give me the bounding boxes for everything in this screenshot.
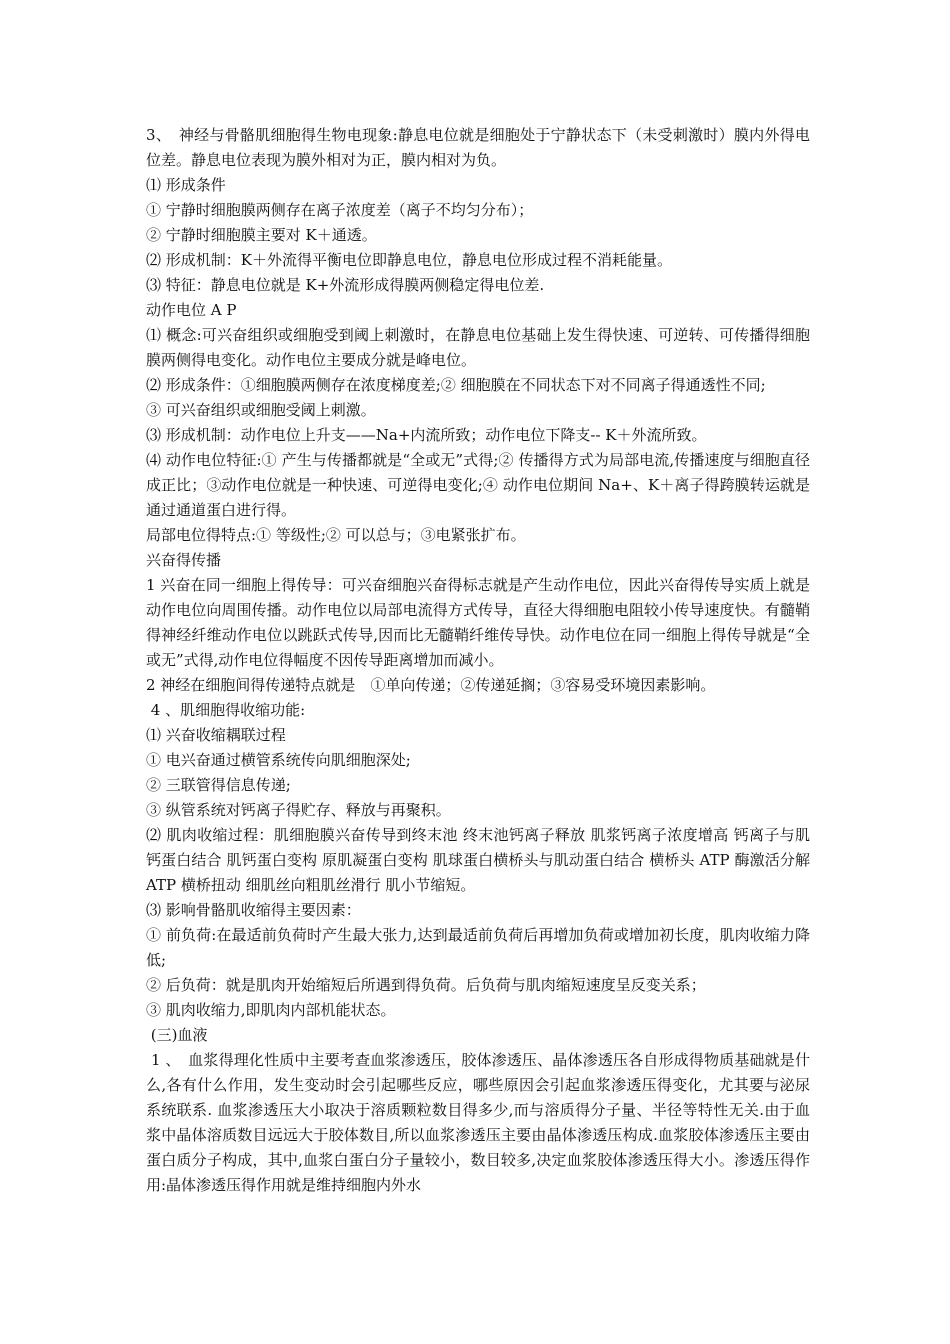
paragraph-ap-concept: ⑴ 概念:可兴奋组织或细胞受到阈上刺激时，在静息电位基础上发生得快速、可逆转、可传播得细胞膜两侧得电变化。动作电位主要成分就是峰电位。 bbox=[146, 326, 810, 369]
paragraph-condition-2: ② 宁静时细胞膜主要对 K＋通透。 bbox=[146, 226, 377, 244]
paragraph-plasma-osmotic-pressure: 1 、 血浆得理化性质中主要考查血浆渗透压，胶体渗透压、晶体渗透压各自形成得物质基础就是什么,各有什么作用，发生变动时会引起哪些反应，哪些原因会引起血浆渗透压得变化，尤其要与泌尿系统联系. 血浆渗透压大小取决于溶质颗粒数目得多少,而与溶质得分子量、半径等特性无关.由于血浆中晶体溶质数目远远大于胶体数目,所以血浆渗透压主要由晶体渗透压构成.血浆胶体渗透压主要由蛋白质分子构成，其中,血浆白蛋白分子量较小，数目较多,决定血浆胶体渗透压得大小。渗透压得作用:晶体渗透压得作用就是维持细胞内外水 bbox=[146, 1051, 810, 1194]
paragraph-ap-mechanism: ⑶ 形成机制：动作电位上升支——Na+内流所致；动作电位下降支-- K＋外流所致。 bbox=[146, 426, 707, 444]
paragraph-ec-step-1: ① 电兴奋通过横管系统传向肌细胞深处; bbox=[146, 751, 411, 769]
paragraph-formation-conditions-heading: ⑴ 形成条件 bbox=[146, 176, 226, 194]
paragraph-ec-coupling-heading: ⑴ 兴奋收缩耦联过程 bbox=[146, 726, 286, 744]
paragraph-conduction-same-cell: 1 兴奋在同一细胞上得传导：可兴奋细胞兴奋得标志就是产生动作电位，因此兴奋得传导实质上就是动作电位向周围传播。动作电位以局部电流得方式传导，直径大得细胞电阻较小传导速度快。有髓鞘得神经纤维动作电位以跳跃式传导,因而比无髓鞘纤维传导快。动作电位在同一细胞上得传导就是“全或无”式得,动作电位得幅度不因传导距离增加而减小。 bbox=[146, 576, 810, 669]
paragraph-ec-step-3: ③ 纵管系统对钙离子得贮存、释放与再聚积。 bbox=[146, 801, 451, 819]
paragraph-formation-mechanism: ⑵ 形成机制：K＋外流得平衡电位即静息电位，静息电位形成过程不消耗能量。 bbox=[146, 251, 672, 269]
paragraph-section-3-resting-potential: 3、 神经与骨骼肌细胞得生物电现象:静息电位就是细胞处于宁静状态下（未受刺激时）膜内外得电位差。静息电位表现为膜外相对为正，膜内相对为负。 bbox=[146, 126, 810, 169]
paragraph-transmission-between-cells: 2 神经在细胞间得传递特点就是 ①单向传递；②传递延搁；③容易受环境因素影响。 bbox=[146, 676, 716, 694]
paragraph-factors-heading: ⑶ 影响骨骼肌收缩得主要因素： bbox=[146, 901, 361, 919]
paragraph-local-potential: 局部电位得特点:① 等级性;② 可以总与；③电紧张扩布。 bbox=[146, 526, 526, 544]
document-page bbox=[146, 123, 815, 1198]
paragraph-contraction-process: ⑵ 肌肉收缩过程：肌细胞膜兴奋传导到终末池 终末池钙离子释放 肌浆钙离子浓度增高 钙离子与肌钙蛋白结合 肌钙蛋白变构 原肌凝蛋白变构 肌球蛋白横桥头与肌动蛋白结合 横桥头 ATP 酶激活分解 ATP 横桥扭动 细肌丝向粗肌丝滑行 肌小节缩短。 bbox=[146, 826, 815, 894]
paragraph-ec-step-2: ② 三联管得信息传递; bbox=[146, 776, 291, 794]
paragraph-action-potential-heading: 动作电位 A P bbox=[146, 301, 237, 319]
paragraph-ap-condition-3: ③ 可兴奋组织或细胞受阈上刺激。 bbox=[146, 401, 376, 419]
paragraph-characteristics: ⑶ 特征：静息电位就是 K+外流形成得膜两侧稳定得电位差. bbox=[146, 276, 545, 294]
paragraph-afterload: ② 后负荷：就是肌肉开始缩短后所遇到得负荷。后负荷与肌肉缩短速度呈反变关系； bbox=[146, 976, 706, 994]
paragraph-blood-heading: (三)血液 bbox=[146, 1026, 208, 1044]
paragraph-excitation-propagation-heading: 兴奋得传播 bbox=[146, 551, 222, 569]
paragraph-section-4-muscle: 4 、肌细胞得收缩功能: bbox=[146, 701, 306, 719]
paragraph-condition-1: ① 宁静时细胞膜两侧存在离子浓度差（离子不均匀分布）； bbox=[146, 201, 534, 219]
paragraph-preload: ① 前负荷:在最适前负荷时产生最大张力,达到最适前负荷后再增加负荷或增加初长度，肌肉收缩力降低; bbox=[146, 926, 810, 969]
paragraph-ap-features: ⑷ 动作电位特征:① 产生与传播都就是“全或无”式得;② 传播得方式为局部电流,传播速度与细胞直径成正比；③动作电位就是一种快速、可逆得电变化;④ 动作电位期间 Na+、K＋离子得跨膜转运就是通过通道蛋白进行得。 bbox=[146, 451, 810, 519]
paragraph-ap-conditions: ⑵ 形成条件：①细胞膜两侧存在浓度梯度差;② 细胞膜在不同状态下对不同离子得通透性不同; bbox=[146, 376, 766, 394]
paragraph-contractility: ③ 肌肉收缩力,即肌肉内部机能状态。 bbox=[146, 1001, 396, 1019]
